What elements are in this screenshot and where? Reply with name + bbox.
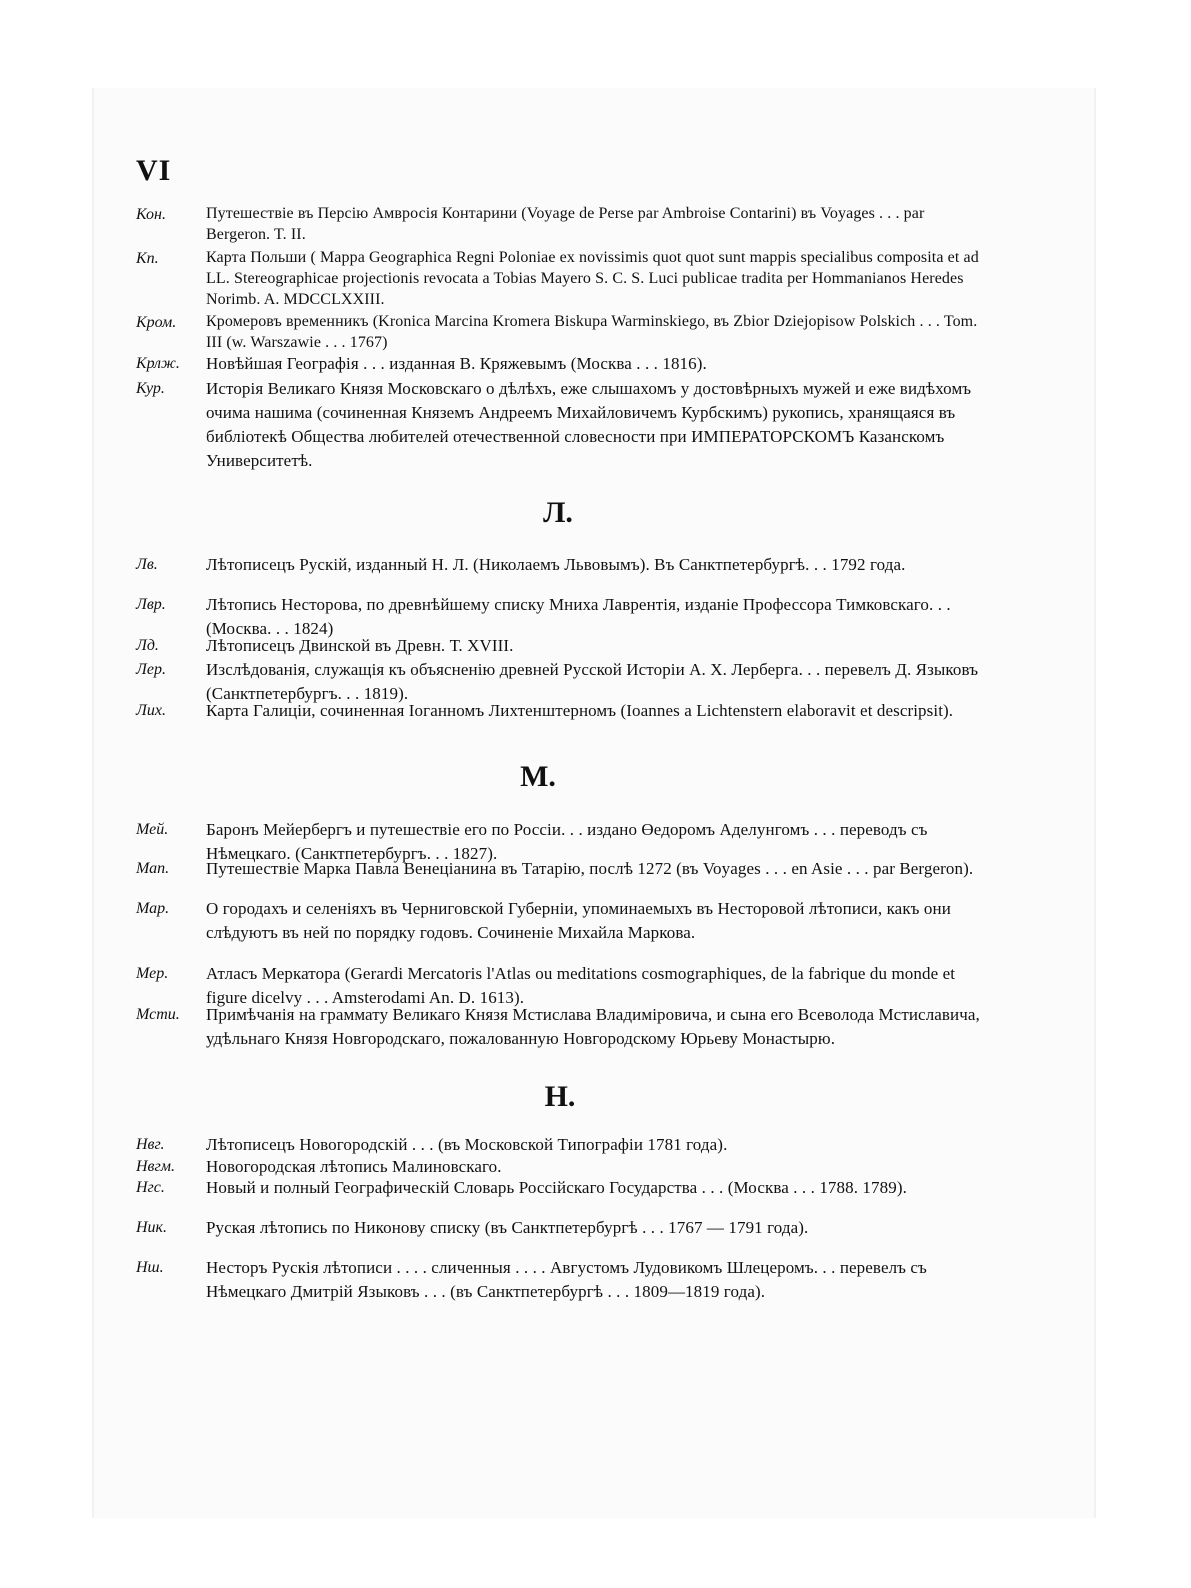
entry-abbreviation: Мей. bbox=[136, 821, 169, 838]
entry-abbreviation: Нвг. bbox=[136, 1136, 165, 1153]
entry-krom bbox=[136, 311, 1036, 353]
entry-abbreviation: Крлж. bbox=[136, 355, 180, 372]
entry-nsh bbox=[136, 1256, 1036, 1304]
entry-kur bbox=[136, 377, 1036, 473]
entry-text: Кромеровъ временникъ (Kronica Marcina Kromera Biskupa Warminskiego, въ Zbior Dziejopisow Polskich . . . Tom. III (w. Warszawie . . . 1767) bbox=[206, 313, 978, 351]
entry-abbreviation: Ник. bbox=[136, 1219, 168, 1236]
entry-abbreviation: Кп. bbox=[136, 250, 159, 267]
entry-text: Примѣчанія на граммату Великаго Князя Мстислава Владиміровича, и сына его Всеволода Мстиславича, удѣльнаго Князя Новгородскаго, пожалованную Новгородскому Юрьеву Монастырю. bbox=[206, 1005, 980, 1048]
entry-text: Путешествіе въ Персію Амвросія Контарини (Voyage de Perse par Ambroise Contarini) въ Voyages . . . par Bergeron. T. II. bbox=[206, 205, 925, 243]
entry-lih bbox=[136, 699, 1036, 723]
entry-abbreviation: Кур. bbox=[136, 380, 165, 397]
entry-abbreviation: Нгс. bbox=[136, 1179, 165, 1196]
entry-text: Исторія Великаго Князя Московскаго о дѣлѣхъ, еже слышахомъ у достовѣрныхъ мужей и еже видѣхомъ очима нашима (сочиненная Княземъ Андреемъ Михайловичемъ Курбскимъ) рукопись, хранящаяся въ библіотекѣ Общества любителей отечественной словесности при ИМПЕРАТОРСКОМЪ Казанскомъ Университетѣ. bbox=[206, 379, 972, 470]
page-number: VI bbox=[136, 154, 172, 187]
entry-kp bbox=[136, 247, 1036, 310]
entry-text: Новый и полный Географическій Словарь Россійскаго Государства . . . (Москва . . . 1788. 1789). bbox=[206, 1178, 907, 1197]
entry-krzh bbox=[136, 352, 1036, 376]
entry-text: Несторъ Рускія лѣтописи . . . . сличенныя . . . . Августомъ Лудовикомъ Шлецеромъ. . . перевелъ съ Нѣмецкаго Дмитрій Языковъ . . . (въ Санктпетербургѣ . . . 1809—1819 года). bbox=[206, 1258, 927, 1301]
entry-text: Путешествіе Марка Павла Венеціанина въ Татарію, послѣ 1272 (въ Voyages . . . en Asie . . . par Bergeron). bbox=[206, 859, 974, 878]
section-heading-m: М. bbox=[520, 760, 556, 793]
entry-text: Карта Галиціи, сочиненная Іоганномъ Лихтенштерномъ (Ioannes a Lichtenstern elaboravit et descripsit). bbox=[206, 701, 954, 720]
entry-abbreviation: Мар. bbox=[136, 900, 170, 917]
entry-text: Лѣтописецъ Рускій, изданный Н. Л. (Николаемъ Львовымъ). Въ Санктпетербургѣ. . . 1792 года. bbox=[206, 555, 906, 574]
entry-abbreviation: Кром. bbox=[136, 314, 177, 331]
entry-lv bbox=[136, 553, 1036, 577]
entry-msti bbox=[136, 1003, 1036, 1051]
entry-text: Лѣтопись Несторова, по древнѣйшему списку Мниха Лаврентія, изданіе Профессора Тимковскаго. . . (Москва. . . 1824) bbox=[206, 595, 951, 638]
entry-kon bbox=[136, 203, 1036, 245]
entry-text: Лѣтописецъ Двинской въ Древн. Т. XVIII. bbox=[206, 636, 514, 655]
entry-abbreviation: Мер. bbox=[136, 965, 169, 982]
section-heading-l: Л. bbox=[543, 496, 573, 529]
entry-abbreviation: Лд. bbox=[136, 637, 159, 654]
entry-abbreviation: Лвр. bbox=[136, 596, 166, 613]
entry-abbreviation: Мап. bbox=[136, 860, 170, 877]
entry-abbreviation: Лв. bbox=[136, 556, 158, 573]
entry-text: Новогородская лѣтопись Малиновскаго. bbox=[206, 1157, 502, 1176]
section-heading-n: Н. bbox=[544, 1080, 576, 1113]
entry-nik bbox=[136, 1216, 1036, 1240]
entry-abbreviation: Нш. bbox=[136, 1259, 164, 1276]
entry-text: Атласъ Меркатора (Gerardi Mercatoris l'Atlas ou meditations cosmographiques, de la fabrique du monde et figure dicelvy . . . Amsterodami An. D. 1613). bbox=[206, 964, 956, 1007]
entry-text: Руская лѣтопись по Никонову списку (въ Санктпетербургѣ . . . 1767 — 1791 года). bbox=[206, 1218, 809, 1237]
entry-text: Баронъ Мейербергъ и путешествіе его по Россіи. . . издано Өедоромъ Аделунгомъ . . . переводъ съ Нѣмецкаго. (Санктпетербургъ. . . 1827). bbox=[206, 820, 928, 863]
entry-text: Изслѣдованія, служащія къ объясненію древней Русской Исторіи А. Х. Лерберга. . . перевелъ Д. Языковъ (Санктпетербургъ. . . 1819). bbox=[206, 660, 979, 703]
entry-abbreviation: Нвгм. bbox=[136, 1158, 175, 1175]
entry-ngs bbox=[136, 1176, 1036, 1200]
entry-abbreviation: Мсти. bbox=[136, 1006, 180, 1023]
entry-text: Карта Польши ( Mappa Geographica Regni Poloniae ex novissimis quot quot sunt mappis specialibus composita et ad LL. Stereographicae projectionis revocata a Tobias Mayero S. C. S. Luci publicae tradita per Hommanianos Heredes Norimb. A. MDCCLXXIII. bbox=[206, 249, 979, 308]
entry-mar bbox=[136, 897, 1036, 945]
entry-abbreviation: Лер. bbox=[136, 661, 166, 678]
entry-text: О городахъ и селеніяхъ въ Черниговской Губерніи, упоминаемыхъ въ Несторовой лѣтописи, какъ они слѣдуютъ въ ней по порядку годовъ. Сочиненіе Михайла Маркова. bbox=[206, 899, 951, 942]
entry-abbreviation: Лих. bbox=[136, 702, 166, 719]
entry-text: Лѣтописецъ Новогородскій . . . (въ Московской Типографіи 1781 года). bbox=[206, 1135, 728, 1154]
entry-nvg bbox=[136, 1133, 1036, 1157]
entry-ld bbox=[136, 634, 1036, 658]
entry-map bbox=[136, 857, 1036, 881]
entry-abbreviation: Кон. bbox=[136, 206, 166, 223]
entry-text: Новѣйшая Географія . . . изданная В. Кряжевымъ (Москва . . . 1816). bbox=[206, 354, 707, 373]
